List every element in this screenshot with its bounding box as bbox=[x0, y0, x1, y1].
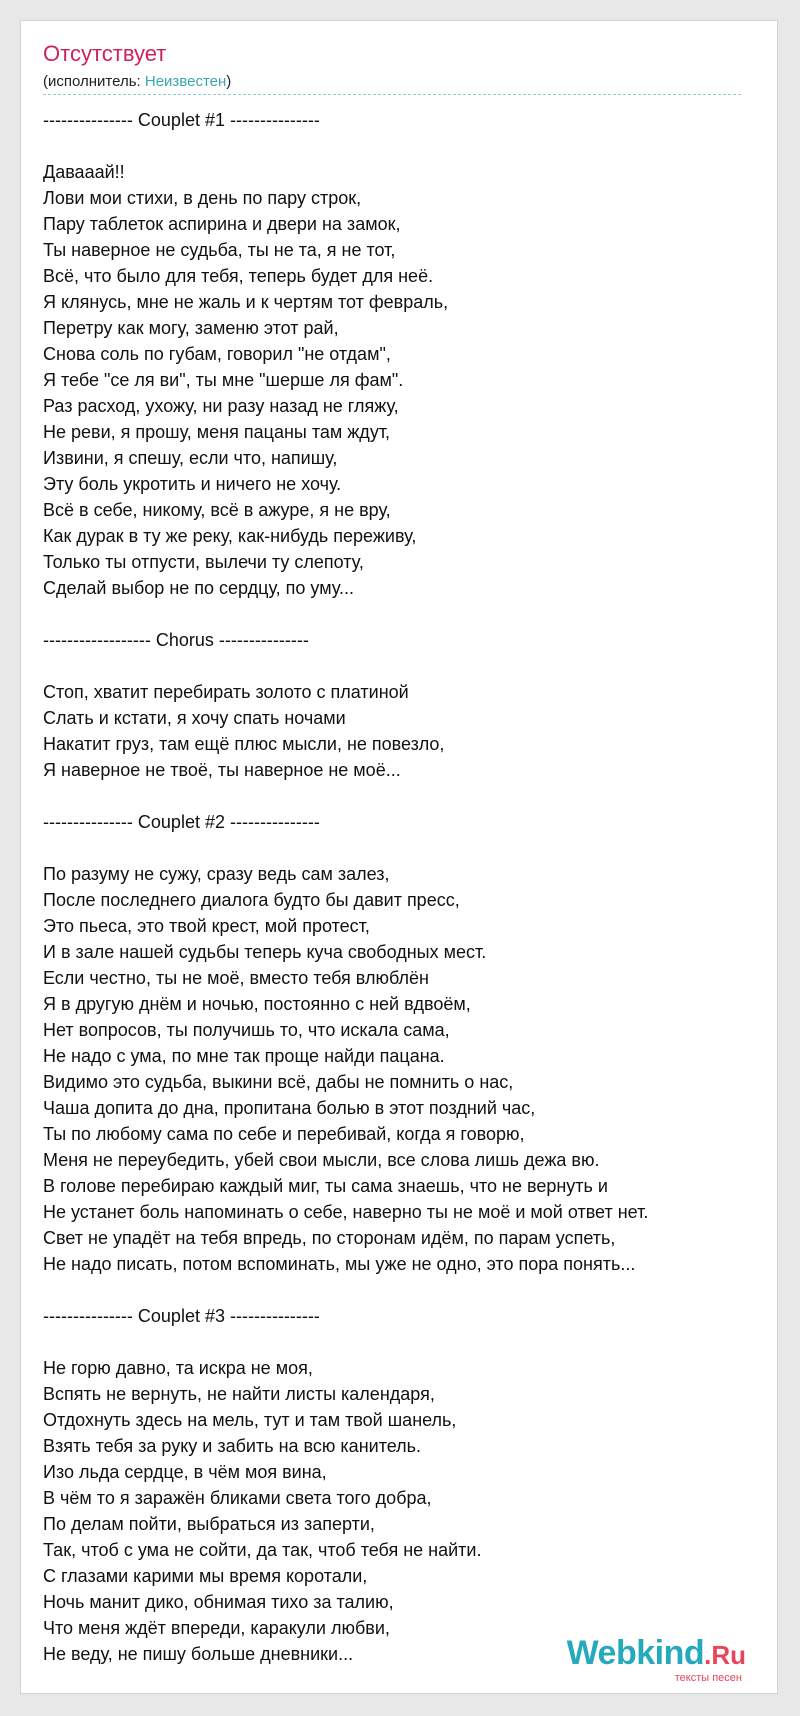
brand-name: Webkind bbox=[566, 1634, 705, 1672]
webkind-logo[interactable] bbox=[566, 1634, 746, 1684]
brand-tld: .Ru bbox=[704, 1640, 746, 1670]
brand-tagline: тексты песен bbox=[674, 1672, 742, 1684]
artist-suffix: ) bbox=[226, 73, 232, 90]
artist-link[interactable]: Неизвестен bbox=[144, 73, 227, 90]
artist-line bbox=[43, 73, 231, 90]
song-title: Отсутствует bbox=[43, 41, 167, 66]
lyrics-card bbox=[20, 20, 778, 1694]
artist-prefix: (исполнитель: bbox=[43, 73, 145, 90]
header-divider bbox=[43, 94, 741, 95]
lyrics-text: --------------- Couplet #1 --------------- Давааай!! Лови мои стихи, в день по пару строк, Пару таблеток аспирина и двери на замок, Ты наверное не судьба, ты не та, я не тот, Всё, что было для тебя, теперь будет для неё. Я клянусь, мне не жаль и к чертям тот февраль, Перетру как могу, заменю этот рай, Снова соль по губам, говорил "не отдам", Я тебе "се ля ви", ты мне "шерше ля фам". Раз расход, ухожу, ни разу назад не гляжу, Не реви, я прошу, меня пацаны там ждут, Извини, я спешу, если что, напишу, Эту боль укротить и ничего не хочу. Всё в себе, никому, всё в ажуре, я не вру, Как дурак в ту же реку, как-нибудь переживу, Только ты отпусти, вылечи ту слепоту, Сделай выбор не по сердцу, по уму... ------------------ Chorus --------------- Стоп, хватит перебирать золото с платиной Слать и кстати, я хочу спать ночами Накатит груз, там ещё плюс мысли, не повезло, Я наверное не твоё, ты наверное не моё... --------------- Couplet #2 --------------- По разуму не сужу, сразу ведь сам залез, После последнего диалога будто бы давит пресс, Это пьеса, это твой крест, мой протест, И в зале нашей судьбы теперь куча свободных мест. Если честно, ты не моё, вместо тебя влюблён Я в другую днём и ночью, постоянно с ней вдвоём, Нет вопросов, ты получишь то, что искала сама, Не надо с ума, по мне так проще найди пацана. Видимо это судьба, выкини всё, дабы не помнить о нас, Чаша допита до дна, пропитана болью в этот поздний час, Ты по любому сама по себе и перебивай, когда я говорю, Меня не переубедить, убей свои мысли, все слова лишь дежа вю. В голове перебираю каждый миг, ты сама знаешь, что не вернуть и Не устанет боль напоминать о себе, наверно ты не моё и мой ответ нет. Свет не упадёт на тебя впредь, по сторонам идём, по парам успеть, Не надо писать, потом вспоминать, мы уже не одно, это пора понять... --------------- Couplet #3 --------------- Не горю давно, та искра не моя, Вспять не вернуть, не найти листы календаря, Отдохнуть здесь на мель, тут и там твой шанель, Взять тебя за руку и забить на всю канитель. Изо льда сердце, в чём моя вина, В чём то я заражён бликами света того добра, По делам пойти, выбраться из заперти, Так, чтоб с ума не сойти, да так, чтоб тебя не найти. С глазами карими мы время коротали, Ночь манит дико, обнимая тихо за талию, Что меня ждёт впереди, каракули любви, Не веду, не пишу больше дневники... bbox=[43, 110, 649, 1664]
